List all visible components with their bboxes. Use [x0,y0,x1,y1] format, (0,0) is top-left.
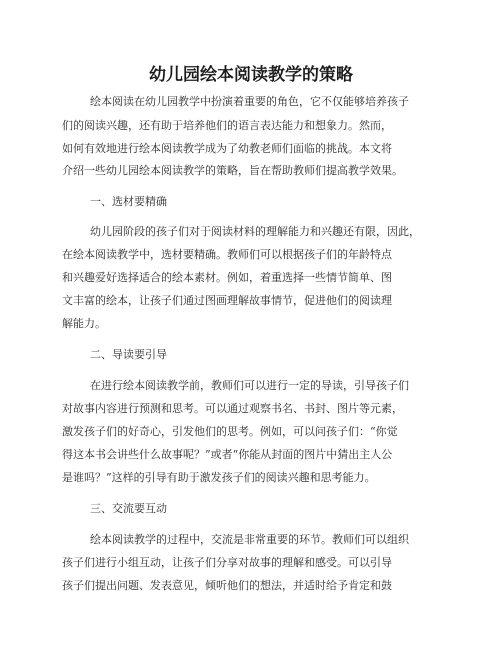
section-line: 和兴趣爱好选择适合的绘本素材。例如，着重选择一些情节简单、图 [62,271,392,284]
intro-line: 介绍一些幼儿园绘本阅读教学的策略，旨在帮助教师们提高教学效果。 [62,164,403,177]
intro-line: 们的阅读兴趣，还有助于培养他们的语言表达能力和想象力。然而， [62,119,392,132]
section-line: 得这本书会讲些什么故事呢？”或者“你能从封面的图片中猜出主人公 [62,448,393,461]
section-line: 孩子们提出问题、发表意见，倾听他们的想法，并适时给予肯定和鼓 [62,579,392,592]
section-heading: 二、导读要引导 [90,348,167,361]
document-title: 幼儿园绘本阅读教学的策略 [149,65,353,85]
section-heading: 三、交流要互动 [90,502,167,515]
section-line: 幼儿园阶段的孩子们对于阅读材料的理解能力和兴趣还有限，因此， [90,225,420,238]
section-line: 绘本阅读教学的过程中，交流是非常重要的环节。教师们可以组织 [90,533,409,546]
section-line: 文丰富的绘本，让孩子们通过图画理解故事情节，促进他们的阅读理 [62,294,392,307]
section-line: 解能力。 [62,317,106,330]
section-line: 对故事内容进行预测和思考。可以通过观察书名、书封、图片等元素， [62,402,403,415]
section-line: 是谁吗？”这样的引导有助于激发孩子们的阅读兴趣和思考能力。 [62,471,376,484]
section-heading: 一、选材要精确 [90,195,167,208]
section-line: 在绘本阅读教学中，选材要精确。教师们可以根据孩子们的年龄特点 [62,248,392,261]
section-line: 在进行绘本阅读教学前，教师们可以进行一定的导读，引导孩子们 [90,379,409,392]
section-line: 孩子们进行小组互动，让孩子们分享对故事的理解和感受。可以引导 [62,556,392,569]
intro-line: 如何有效地进行绘本阅读教学成为了幼教老师们面临的挑战。本文将 [62,142,392,155]
intro-line: 绘本阅读在幼儿园教学中扮演着重要的角色，它不仅能够培养孩子 [90,95,409,108]
section-line: 激发孩子们的好奇心，引发他们的思考。例如，可以问孩子们：“你觉 [62,425,398,438]
